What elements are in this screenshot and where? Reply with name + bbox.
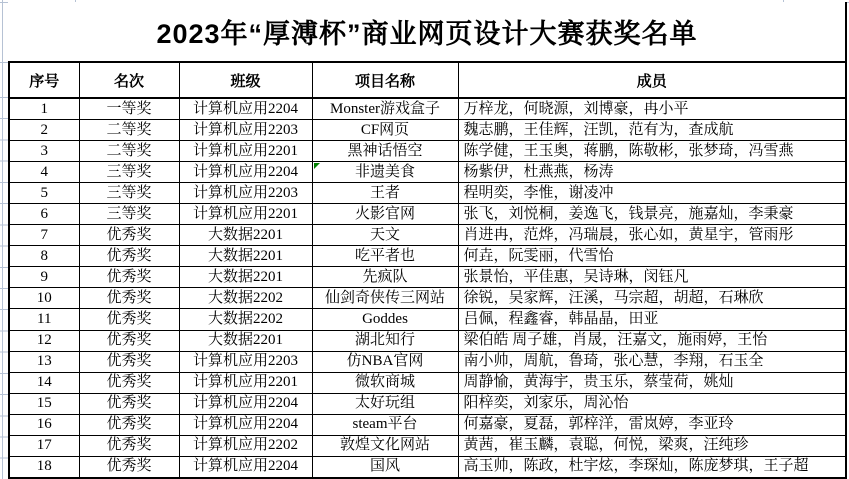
cell-serial[interactable]: 1	[9, 98, 79, 120]
column-header-members[interactable]: 成员	[458, 62, 846, 98]
cell-rank[interactable]: 优秀奖	[79, 288, 179, 309]
cell-project[interactable]: 天文	[312, 225, 458, 246]
cell-class[interactable]: 大数据2201	[179, 225, 312, 246]
cell-rank[interactable]: 优秀奖	[79, 246, 179, 267]
page-title[interactable]: 2023年“厚溥杯”商业网页设计大赛获奖名单	[9, 2, 846, 62]
cell-serial[interactable]: 9	[9, 267, 79, 288]
cell-project[interactable]: 湖北知行	[312, 330, 458, 351]
cell-class[interactable]: 大数据2201	[179, 267, 312, 288]
cell-project[interactable]: 仿NBA官网	[312, 351, 458, 372]
cell-members[interactable]: 万梓龙，何晓源，刘博豪，冉小平	[458, 98, 846, 120]
column-header-class[interactable]: 班级	[179, 62, 312, 98]
table-row	[9, 456, 846, 478]
table-row	[9, 120, 846, 141]
cell-members[interactable]: 徐锐，吴家辉，汪溪，马宗超，胡超，石琳欣	[458, 288, 846, 309]
cell-project[interactable]: 国风	[312, 456, 458, 478]
cell-class[interactable]: 计算机应用2203	[179, 183, 312, 204]
cell-members[interactable]: 何垚，阮雯丽，代雪怡	[458, 246, 846, 267]
cell-rank[interactable]: 优秀奖	[79, 435, 179, 456]
column-header-rank[interactable]: 名次	[79, 62, 179, 98]
column-header-serial[interactable]: 序号	[9, 62, 79, 98]
cell-serial[interactable]: 5	[9, 183, 79, 204]
cell-project[interactable]: 黑神话悟空	[312, 141, 458, 162]
cell-class[interactable]: 计算机应用2201	[179, 204, 312, 225]
cell-project[interactable]: steam平台	[312, 414, 458, 435]
cell-class[interactable]: 计算机应用2204	[179, 162, 312, 183]
table-row	[9, 246, 846, 267]
cell-serial[interactable]: 17	[9, 435, 79, 456]
cell-serial[interactable]: 13	[9, 351, 79, 372]
column-header-project[interactable]: 项目名称	[312, 62, 458, 98]
cell-project[interactable]: 先疯队	[312, 267, 458, 288]
cell-project[interactable]: 吃平者也	[312, 246, 458, 267]
cell-members[interactable]: 黄茜，崔玉麟，袁聪，何悦，梁爽，汪纯珍	[458, 435, 846, 456]
cell-members[interactable]: 梁伯皓 周子雄，肖晟，汪嘉文，施雨婷，王怡	[458, 330, 846, 351]
cell-rank[interactable]: 一等奖	[79, 98, 179, 120]
cell-rank[interactable]: 二等奖	[79, 120, 179, 141]
cell-members[interactable]: 吕佩，程鑫睿，韩晶晶，田亚	[458, 309, 846, 330]
table-row	[9, 393, 846, 414]
table-row	[9, 372, 846, 393]
cell-serial[interactable]: 10	[9, 288, 79, 309]
table-row	[9, 288, 846, 309]
cell-members[interactable]: 阳梓奕，刘家乐，周沁怡	[458, 393, 846, 414]
cell-rank[interactable]: 优秀奖	[79, 414, 179, 435]
cell-class[interactable]: 大数据2201	[179, 330, 312, 351]
cell-serial[interactable]: 12	[9, 330, 79, 351]
cell-serial[interactable]: 16	[9, 414, 79, 435]
sheet-gridline-stubs	[0, 97, 8, 479]
cell-members[interactable]: 张飞，刘悦桐，姜逸飞，钱景亮，施嘉灿，李秉豪	[458, 204, 846, 225]
table-row	[9, 162, 846, 183]
cell-serial[interactable]: 6	[9, 204, 79, 225]
cell-rank[interactable]: 三等奖	[79, 183, 179, 204]
cell-members[interactable]: 程明奕，李惟，谢凌冲	[458, 183, 846, 204]
cell-serial[interactable]: 3	[9, 141, 79, 162]
cell-serial[interactable]: 7	[9, 225, 79, 246]
cell-class[interactable]: 计算机应用2201	[179, 372, 312, 393]
table-row	[9, 435, 846, 456]
cell-members[interactable]: 何嘉豪，夏磊，郭梓洋，雷岚婷，李亚玲	[458, 414, 846, 435]
cell-class[interactable]: 计算机应用2204	[179, 414, 312, 435]
title-row	[9, 2, 846, 62]
awards-table	[8, 2, 847, 479]
cell-members[interactable]: 肖进冉，范烨，冯瑞晨，张心如，黄星宇，管雨彤	[458, 225, 846, 246]
cell-class[interactable]: 大数据2202	[179, 288, 312, 309]
table-row	[9, 204, 846, 225]
cell-serial[interactable]: 14	[9, 372, 79, 393]
cell-members[interactable]: 魏志鹏，王佳辉，汪凯，范有为，查成航	[458, 120, 846, 141]
cell-rank[interactable]: 优秀奖	[79, 351, 179, 372]
table-row	[9, 309, 846, 330]
cell-rank[interactable]: 优秀奖	[79, 267, 179, 288]
cell-project[interactable]: Goddes	[312, 309, 458, 330]
table-row	[9, 414, 846, 435]
awards-table-body	[9, 98, 846, 478]
table-row	[9, 141, 846, 162]
cell-class[interactable]: 计算机应用2204	[179, 456, 312, 478]
cell-project[interactable]: 火影官网	[312, 204, 458, 225]
cell-class[interactable]: 大数据2201	[179, 246, 312, 267]
cell-rank[interactable]: 优秀奖	[79, 309, 179, 330]
table-row	[9, 351, 846, 372]
table-row	[9, 98, 846, 120]
error-indicator-icon	[314, 163, 320, 169]
cell-rank[interactable]: 优秀奖	[79, 372, 179, 393]
cell-class[interactable]: 计算机应用2204	[179, 393, 312, 414]
cell-project[interactable]: 非遗美食	[312, 162, 458, 183]
cell-serial[interactable]: 2	[9, 120, 79, 141]
cell-members[interactable]: 陈学健，王玉奥，蒋鹏，陈敬彬，张梦琦，冯雪燕	[458, 141, 846, 162]
sheet-gridline-stub	[0, 62, 8, 63]
cell-members[interactable]: 张景怡，平佳惠，吴诗琳，闵钰凡	[458, 267, 846, 288]
cell-rank[interactable]: 优秀奖	[79, 456, 179, 478]
cell-rank[interactable]: 优秀奖	[79, 330, 179, 351]
cell-project[interactable]: 敦煌文化网站	[312, 435, 458, 456]
cell-members[interactable]: 周静愉，黄海宇，贵玉乐，蔡莹荷，姚灿	[458, 372, 846, 393]
cell-members[interactable]: 高玉帅，陈政，杜宇炫，李琛灿，陈庞梦琪，王子超	[458, 456, 846, 478]
cell-project[interactable]: CF网页	[312, 120, 458, 141]
table-row	[9, 225, 846, 246]
cell-class[interactable]: 计算机应用2203	[179, 351, 312, 372]
cell-project[interactable]: 太好玩组	[312, 393, 458, 414]
cell-rank[interactable]: 三等奖	[79, 162, 179, 183]
cell-serial[interactable]: 18	[9, 456, 79, 478]
cell-rank[interactable]: 二等奖	[79, 141, 179, 162]
cell-rank[interactable]: 优秀奖	[79, 225, 179, 246]
cell-members[interactable]: 南小帅，周航，鲁琦，张心慧，李翔，石玉全	[458, 351, 846, 372]
cell-serial[interactable]: 4	[9, 162, 79, 183]
table-row	[9, 267, 846, 288]
cell-serial[interactable]: 8	[9, 246, 79, 267]
cell-rank[interactable]: 优秀奖	[79, 393, 179, 414]
cell-class[interactable]: 计算机应用2203	[179, 120, 312, 141]
table-row	[9, 183, 846, 204]
cell-project[interactable]: 仙剑奇侠传三网站	[312, 288, 458, 309]
header-row	[9, 62, 846, 98]
cell-project[interactable]: Monster游戏盒子	[312, 98, 458, 120]
table-row	[9, 330, 846, 351]
cell-project[interactable]: 王者	[312, 183, 458, 204]
cell-class[interactable]: 计算机应用2201	[179, 141, 312, 162]
cell-project[interactable]: 微软商城	[312, 372, 458, 393]
cell-class[interactable]: 计算机应用2202	[179, 435, 312, 456]
cell-class[interactable]: 计算机应用2204	[179, 98, 312, 120]
cell-rank[interactable]: 三等奖	[79, 204, 179, 225]
cell-class[interactable]: 大数据2202	[179, 309, 312, 330]
cell-serial[interactable]: 11	[9, 309, 79, 330]
cell-serial[interactable]: 15	[9, 393, 79, 414]
cell-members[interactable]: 杨紫伊，杜燕燕，杨涛	[458, 162, 846, 183]
